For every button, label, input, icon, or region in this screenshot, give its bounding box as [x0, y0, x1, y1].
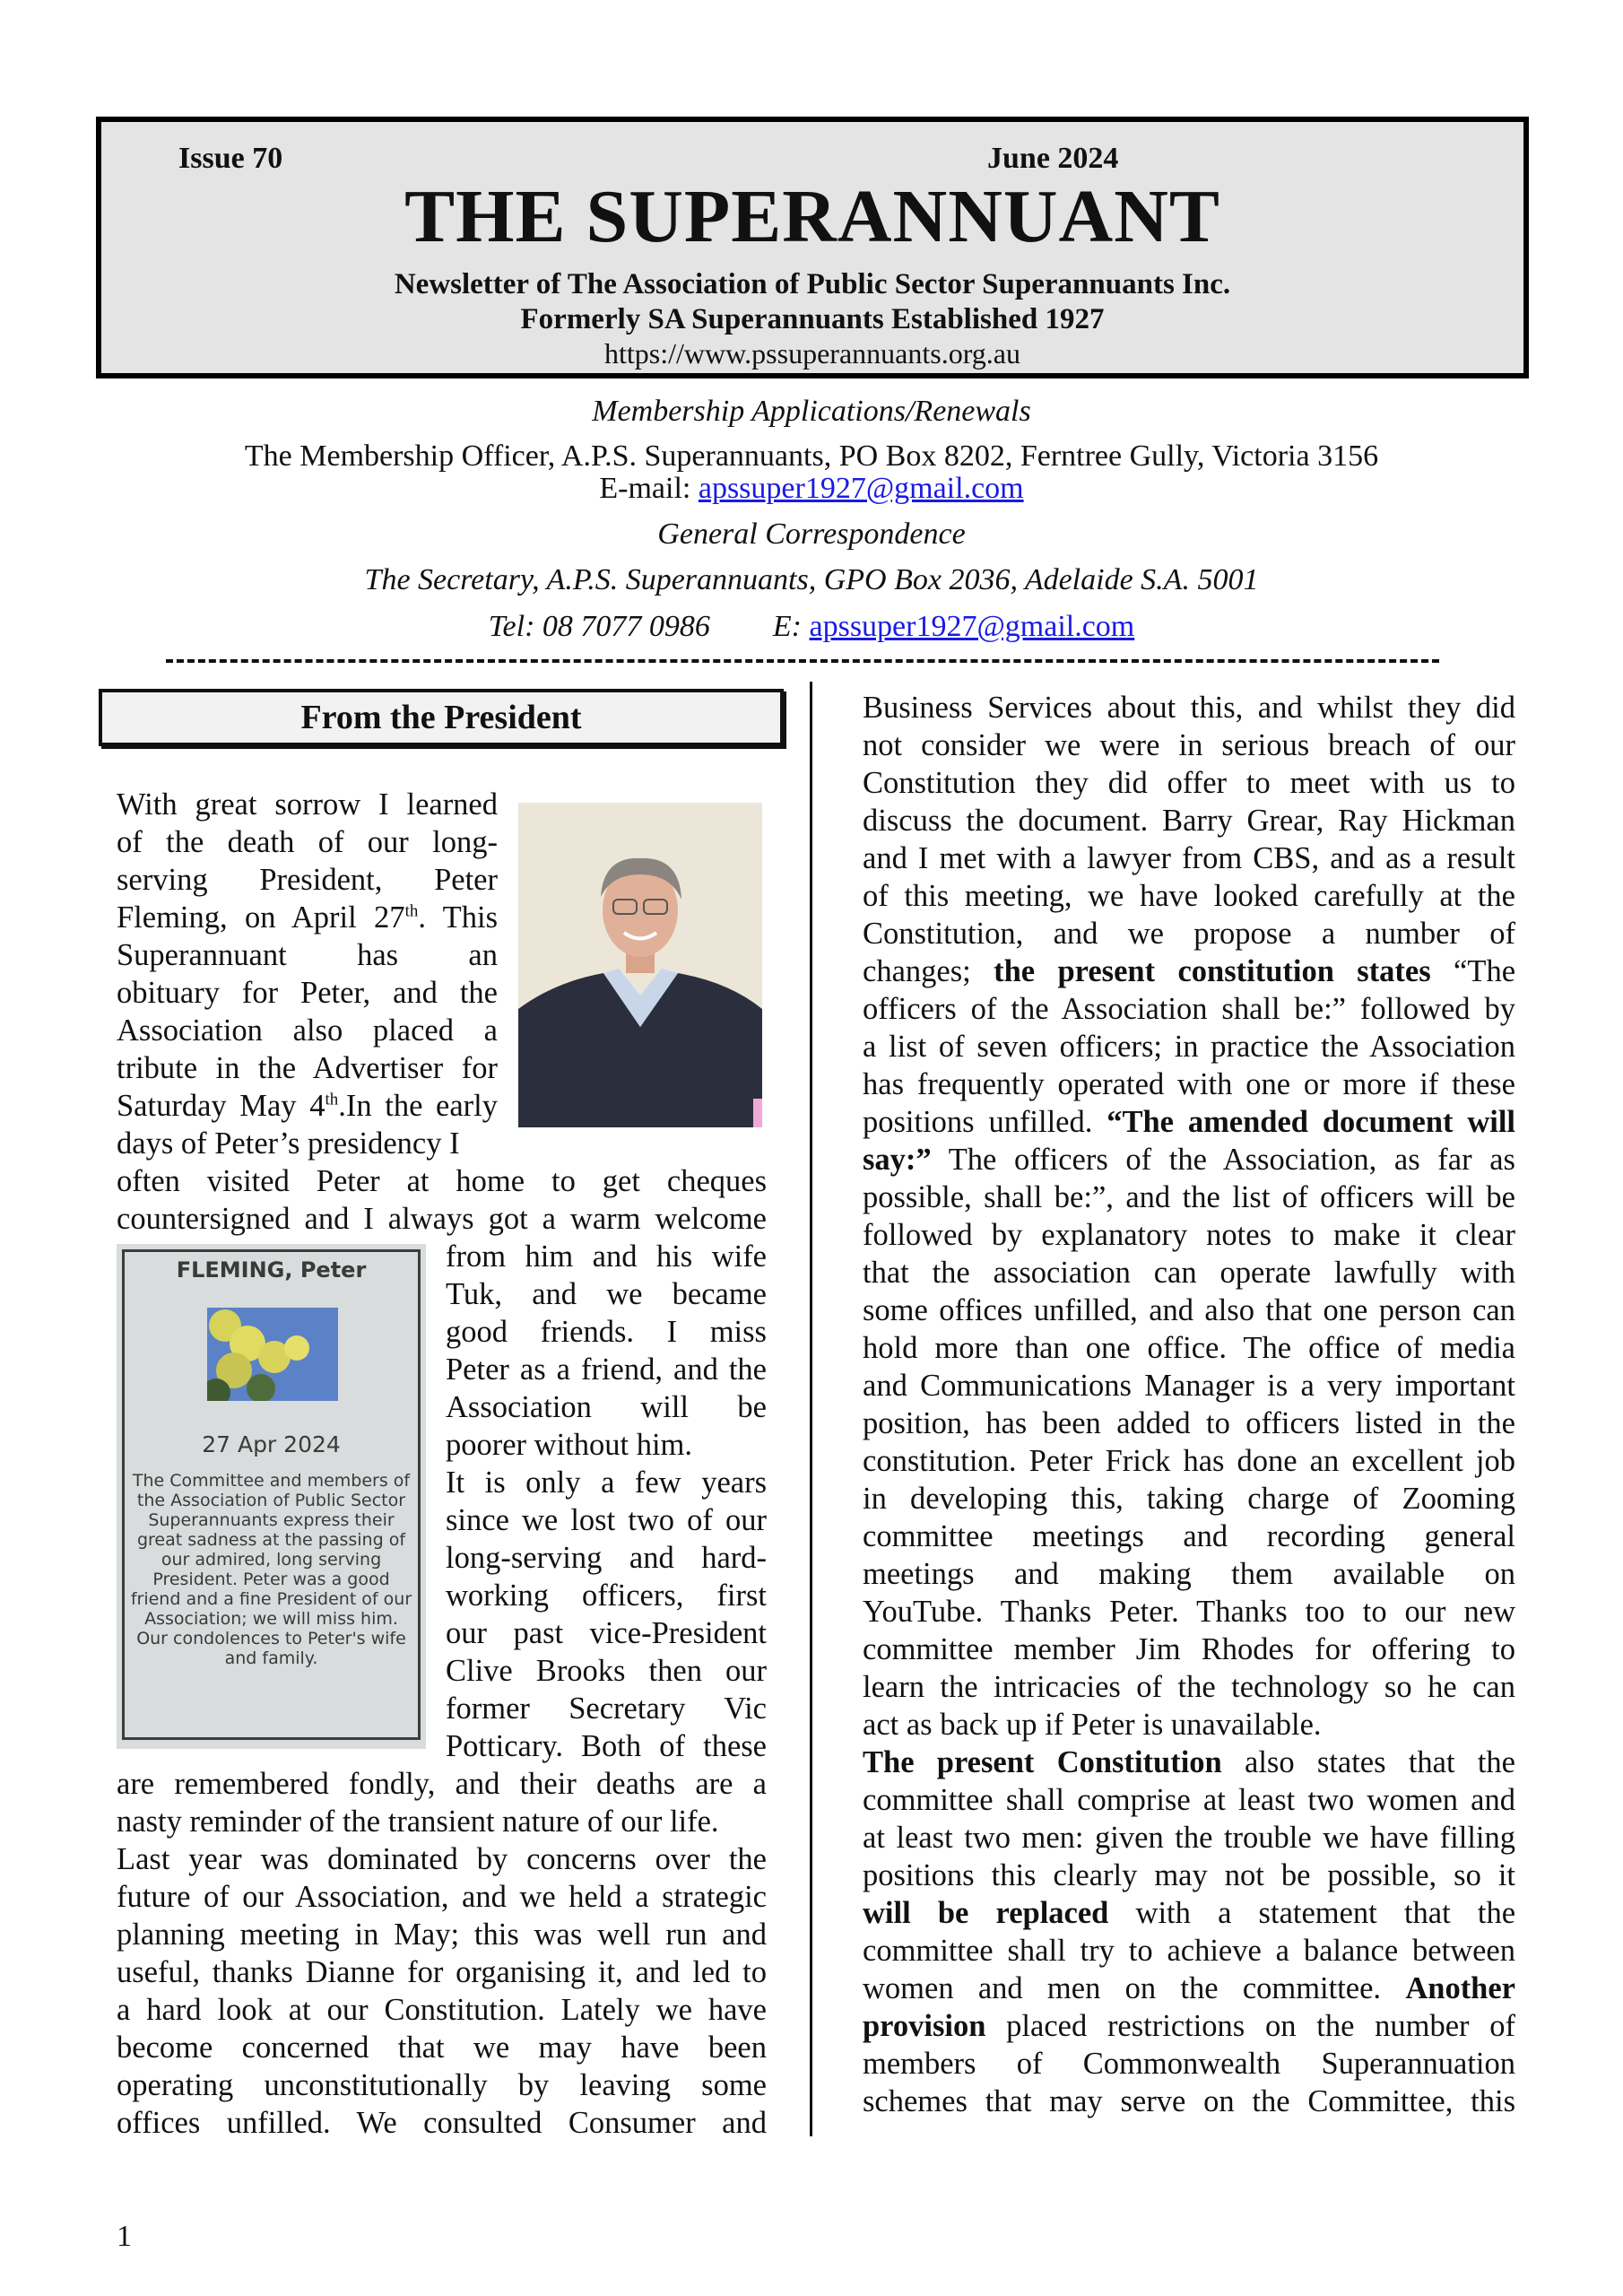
telephone: Tel: 08 7077 0986	[488, 610, 710, 643]
text-line: a hard look at our Constitution. Lately we have	[117, 1993, 767, 2027]
right-column-text	[863, 689, 1515, 2120]
text-line: With great sorrow I learned	[117, 787, 498, 822]
text-line: committee shall try to achieve a balance between	[863, 1934, 1515, 1968]
president-photo	[518, 803, 762, 1127]
text-line: Potticary. Both of these	[446, 1729, 767, 1763]
clipping-date: 27 Apr 2024	[202, 1431, 341, 1457]
text-line: Constitution, and we propose a number of	[863, 917, 1515, 951]
text-line: It is only a few years	[446, 1465, 767, 1500]
membership-heading: Membership Applications/Renewals	[592, 395, 1031, 428]
issue-number: Issue 70	[178, 142, 283, 175]
text-line: are remembered fondly, and their deaths are a	[117, 1767, 767, 1801]
text-line: often visited Peter at home to get cheques	[117, 1164, 767, 1198]
text-line: schemes that may serve on the Committee, this	[863, 2084, 1515, 2118]
text-line: of the death of our long-	[117, 825, 498, 859]
text-line: future of our Association, and we held a strategic	[117, 1880, 767, 1914]
text-line: say:” The officers of the Association, as far as	[863, 1143, 1515, 1177]
text-line: our past vice-President	[446, 1616, 767, 1650]
text-line: has frequently operated with one or more if these	[863, 1067, 1515, 1101]
membership-email-label: E-mail:	[599, 472, 699, 505]
left-text-full-1	[117, 1162, 767, 1238]
text-line: Fleming, on April 27th. This	[117, 900, 498, 935]
text-line: officers of the Association shall be:” followed by	[863, 992, 1515, 1026]
masthead	[96, 117, 1529, 378]
text-line: useful, thanks Dianne for organising it, and led to	[117, 1955, 767, 1989]
text-line: become concerned that we may have been	[117, 2031, 767, 2065]
text-line: women and men on the committee. Another	[863, 1971, 1515, 2005]
text-line: Constitution they did offer to meet with us to	[863, 766, 1515, 800]
newsletter-subtitle: Newsletter of The Association of Public Sector Superannuants Inc.	[394, 268, 1231, 300]
text-line: members of Commonwealth Superannuation	[863, 2047, 1515, 2081]
text-line: Peter as a friend, and the	[446, 1352, 767, 1387]
text-line: constitution. Peter Frick has done an excellent job	[863, 1444, 1515, 1478]
dashed-separator	[166, 659, 1439, 663]
column-divider	[810, 682, 812, 2136]
general-correspondence-heading: General Correspondence	[657, 517, 966, 551]
text-line: changes; the present constitution states “The	[863, 954, 1516, 988]
text-line: serving President, Peter	[117, 863, 498, 897]
text-line: Association will be	[446, 1390, 767, 1424]
newsletter-title: THE SUPERANNUANT	[404, 175, 1220, 258]
text-line: not consider we were in serious breach of our	[863, 728, 1515, 762]
text-line: discuss the document. Barry Grear, Ray Hickman	[863, 804, 1515, 838]
text-line: obituary for Peter, and the	[117, 976, 498, 1010]
text-line: meetings and making them available on	[863, 1557, 1515, 1591]
left-text-beside-clipping	[446, 1238, 767, 1765]
text-line: followed by explanatory notes to make it clear	[863, 1218, 1515, 1252]
text-line: committee member Jim Rhodes for offering to	[863, 1632, 1515, 1666]
general-contact-line	[161, 610, 1462, 643]
text-line: offices unfilled. We consulted Consumer and	[117, 2106, 767, 2140]
text-line: Business Services about this, and whilst they did	[863, 691, 1515, 725]
clipping-name: FLEMING, Peter	[176, 1257, 367, 1283]
text-line: positions unfilled. “The amended document will	[863, 1105, 1515, 1139]
portrait-image-icon	[518, 803, 762, 1127]
section-heading: From the President	[99, 689, 784, 746]
text-line: good friends. I miss	[446, 1315, 767, 1349]
clipping-text: The Committee and members of the Association of Public Sector Superannuants express their great sadness at the passing of our admired, long serving President. Peter was a good friend and a fine President of our Association; we will miss him. Our condolences to Peter's wife and family.	[130, 1471, 412, 1668]
text-line: Last year was dominated by concerns over the	[117, 1842, 767, 1876]
text-line: committee shall comprise at least two women and	[863, 1783, 1515, 1817]
text-line: will be replaced with a statement that the	[863, 1896, 1516, 1930]
text-line: YouTube. Thanks Peter. Thanks too to our new	[863, 1595, 1515, 1629]
text-line: of this meeting, we have looked carefully at the	[863, 879, 1515, 913]
text-line: Clive Brooks then our	[446, 1654, 767, 1688]
text-line: poorer without him.	[446, 1428, 693, 1462]
text-line: positions this clearly may not be possible, so it	[863, 1858, 1515, 1892]
text-line: nasty reminder of the transient nature of our life.	[117, 1805, 719, 1839]
issue-date: June 2024	[987, 142, 1119, 175]
text-line: long-serving and hard-	[446, 1541, 767, 1575]
text-line: and Communications Manager is a very important	[863, 1369, 1515, 1403]
page-number: 1	[117, 2220, 132, 2253]
text-line: and I met with a lawyer from CBS, and as a result	[863, 841, 1515, 875]
text-line: Superannuant has an	[117, 938, 498, 972]
text-line: act as back up if Peter is unavailable.	[863, 1708, 1322, 1742]
text-line: at least two men: given the trouble we have filling	[863, 1821, 1515, 1855]
text-line: provision placed restrictions on the number of	[863, 2009, 1515, 2043]
text-line: tribute in the Advertiser for	[117, 1051, 498, 1085]
membership-email-link[interactable]: apssuper1927@gmail.com	[698, 472, 1024, 505]
text-line: hold more than one office. The office of media	[863, 1331, 1515, 1365]
text-line: Saturday May 4th.In the early	[117, 1089, 498, 1123]
text-line: a list of seven officers; in practice the Association	[863, 1030, 1515, 1064]
left-text-full-2	[117, 1765, 767, 2142]
general-address: The Secretary, A.P.S. Superannuants, GPO Box 2036, Adelaide S.A. 5001	[364, 563, 1259, 596]
membership-address: The Membership Officer, A.P.S. Superannuants, PO Box 8202, Ferntree Gully, Victoria 3156	[244, 439, 1379, 473]
text-line: in developing this, taking charge of Zooming	[863, 1482, 1515, 1516]
text-line: possible, shall be:”, and the list of officers will be	[863, 1180, 1515, 1214]
text-line: countersigned and I always got a warm welcome	[117, 1202, 767, 1236]
text-line: Tuk, and we became	[446, 1277, 767, 1311]
text-line: committee meetings and recording general	[863, 1519, 1515, 1553]
text-line: Association also placed a	[117, 1013, 498, 1048]
left-text-beside-photo	[117, 786, 498, 1162]
text-line: The present Constitution also states that the	[863, 1745, 1515, 1779]
text-line: former Secretary Vic	[446, 1692, 767, 1726]
obituary-clipping	[117, 1244, 426, 1749]
text-line: operating unconstitutionally by leaving some	[117, 2068, 767, 2102]
text-line: since we lost two of our	[446, 1503, 767, 1537]
text-line: learn the intricacies of the technology so he can	[863, 1670, 1515, 1704]
text-line: position, has been added to officers listed in the	[863, 1406, 1515, 1440]
text-line: days of Peter’s presidency I	[117, 1126, 460, 1161]
clipping-border	[122, 1249, 421, 1740]
newsletter-established: Formerly SA Superannuants Established 1927	[520, 303, 1105, 335]
text-line: that the association can operate lawfully with	[863, 1256, 1515, 1290]
general-email-label: E:	[772, 610, 810, 643]
text-line: some offices unfilled, and also that one person can	[863, 1293, 1515, 1327]
membership-email-line	[161, 472, 1462, 505]
wattle-flower-icon	[207, 1308, 338, 1401]
general-email-link[interactable]: apssuper1927@gmail.com	[809, 610, 1135, 643]
text-line: working officers, first	[446, 1578, 767, 1613]
text-line: from him and his wife	[446, 1239, 767, 1274]
text-line: planning meeting in May; this was well run and	[117, 1918, 767, 1952]
website-url[interactable]: https://www.pssuperannuants.org.au	[604, 337, 1020, 370]
